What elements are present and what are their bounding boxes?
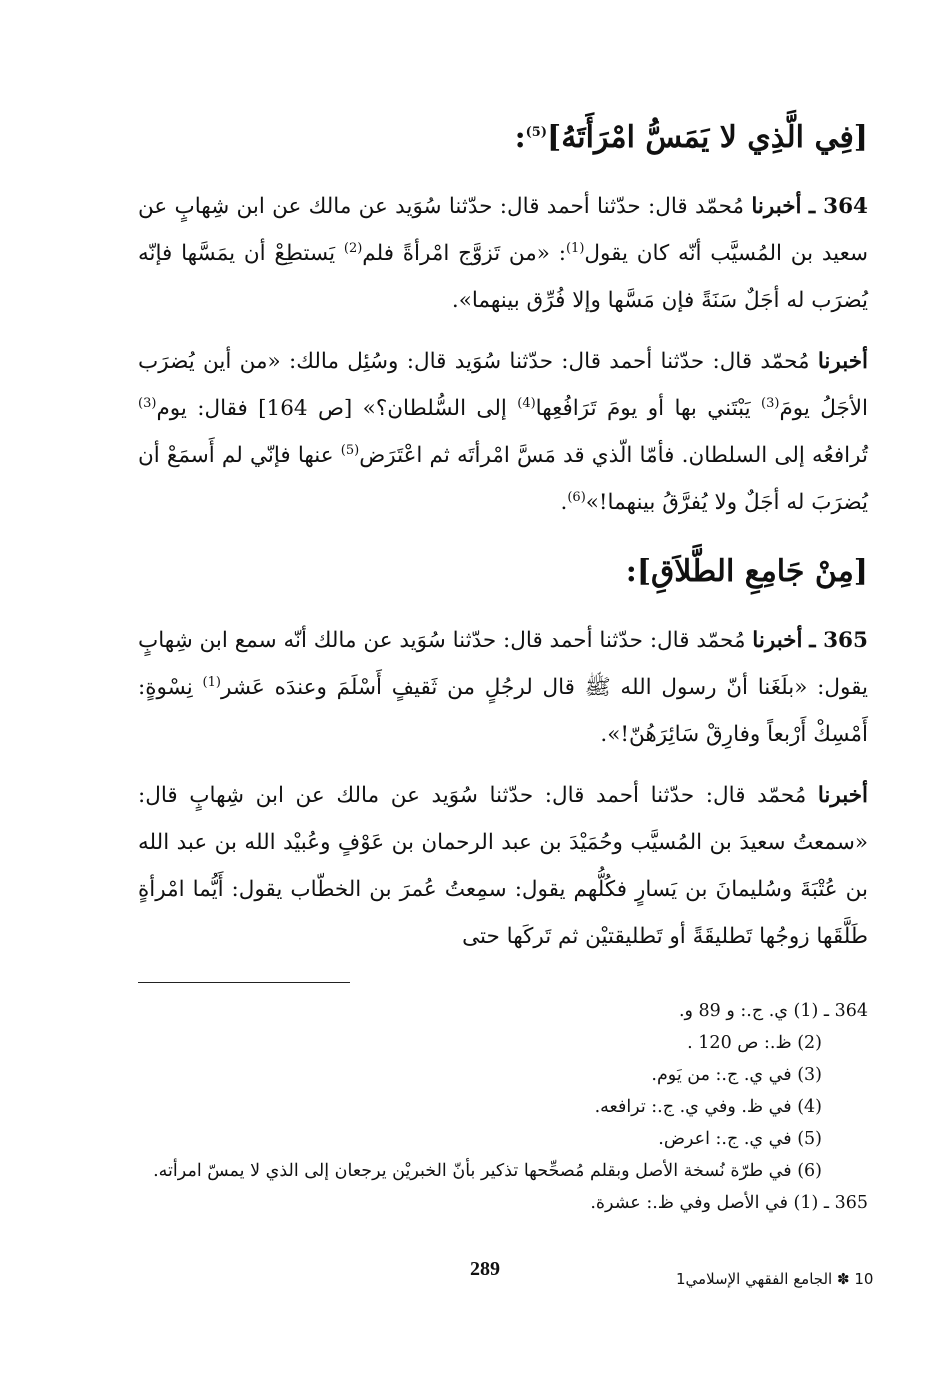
text-segment: يَستطِعْ أن يمَسَّها فإنّه يُضرَب له أجَلٌ سَنَةً فإن مَسَّها وإلا فُرِّق بينهما». <box>138 241 868 313</box>
paragraph-365 <box>138 617 868 758</box>
text-segment: : «من تَزوَّج امْرأةً فلم <box>362 241 566 266</box>
footnote-ref: (2) <box>343 240 363 256</box>
section-heading-2: [مِنْ جَامِعِ الطَّلاَقِ]: <box>625 554 868 589</box>
section-heading-1 <box>138 118 868 157</box>
lead-word: أخبرنا <box>817 349 868 374</box>
text-segment: مُحمّد قال: حدّثنا أحمد قال: حدّثنا سُوَيد قال: وسُئِل مالك: «من أين يُضرَب الأجَلُ يومَ <box>138 349 869 421</box>
lead-word: أخبرنا <box>751 194 802 219</box>
paragraph-364-b <box>138 338 868 526</box>
footnote-ref: (5) <box>525 125 547 140</box>
text-segment: يَبْتَني بها أو يومَ تَرَافُعِها <box>535 396 761 421</box>
print-signature: 10 ✽ الجامع الفقهي الإسلامي1 <box>676 1270 874 1288</box>
text-segment: نِسْوةٍ: أَمْسِكْ أَرْبعاً وفارِقْ سَائِرَهُنّ!». <box>138 675 868 747</box>
text-segment: مُحمّد قال: حدّثنا أحمد قال: حدّثنا سُوَيد عن مالك أنّه سمع ابن شِهابٍ يقول: «بلَغَنا أنّ رسول الله ﷺ قال لرجُلٍ من ثَقيفٍ أَسْلَمَ وعندَه عَشر <box>138 628 868 700</box>
hadith-number: 365 ـ <box>809 628 868 653</box>
footnote: 364 ـ (1) ي. ج.: و 89 و. <box>678 1001 868 1021</box>
footnote-ref: (1) <box>565 240 585 256</box>
heading-colon: : <box>514 120 526 155</box>
text-segment: إلى السُّلطان؟» [ص 164] فقال: يوم <box>156 396 518 421</box>
page-number: 289 <box>470 1258 500 1280</box>
text-segment: مُحمّد قال: حدّثنا أحمد قال: حدّثنا سُوَيد عن مالك عن ابن شِهابٍ قال: «سمعتُ سعيدَ بن المُسيَّب وحُمَيْدَ بن عبد الرحمان بن عَوْفٍ وعُبيْد الله بن عبد الله بن عُتْبَةَ وسُليمانَ بن يَسارٍ فكُلُّهم يقول: سمِعتُ عُمرَ بن الخطّاب يقول: أَيُّما امْرأةٍ طَلَّقَها زوجُها تَطليقَةً أو تَطليقتيْن ثم تَركَها حتى <box>138 783 868 949</box>
paragraph-365-b <box>138 772 868 960</box>
text-segment: . <box>560 490 568 515</box>
text-segment: عنها فإنّي لم أَسمَعْ أن يُضرَبَ له أجَلٌ ولا يُفرَّقُ بينهما!» <box>138 443 868 515</box>
footnote-ref: (5) <box>340 442 360 458</box>
footnote: (6) في طرّة نُسخة الأصل وبقلم مُصحِّحها تذكير بأنّ الخبريْن يرجعان إلى الذي لا يمسّ امرأته. <box>153 1161 822 1181</box>
footnote-ref: (6) <box>567 489 586 505</box>
footnote: (5) في ي. ج.: اعرض. <box>658 1129 822 1149</box>
footnote-ref: (1) <box>202 674 221 690</box>
lead-word: أخبرنا <box>752 628 803 653</box>
footnote-ref: (3) <box>761 395 780 411</box>
footnote: 365 ـ (1) في الأصل وفي ظ.: عشرة. <box>590 1193 868 1213</box>
page-body <box>138 118 868 1219</box>
footnote: (3) في ي. ج.: من يَوم. <box>651 1065 822 1085</box>
page-footer <box>0 1258 944 1308</box>
paragraph-364 <box>138 183 868 324</box>
footnote-ref: (3) <box>138 395 157 411</box>
text-segment: تُرافعُه إلى السلطان. فأمّا الّذي قد مَسَّ امْرأتَه ثم اعْتَرَض <box>359 443 868 468</box>
footnote-ref: (4) <box>517 395 536 411</box>
footnote: (4) في ظ. وفي ي. ج.: ترافعه. <box>594 1097 822 1117</box>
footnote: (2) ظ.: ص 120 . <box>687 1033 822 1053</box>
text-segment: مُحمّد قال: حدّثنا أحمد قال: حدّثنا سُوَيد عن مالك عن ابن شِهابٍ عن سعيد بن المُسيَّب أنّه كان يقول <box>138 194 868 266</box>
footnotes <box>138 995 868 1219</box>
heading-text: [فِي الَّذِي لا يَمَسُّ امْرَأَتَهُ] <box>547 120 868 155</box>
footnote-divider <box>138 982 350 983</box>
lead-word: أخبرنا <box>817 783 868 808</box>
hadith-number: 364 ـ <box>808 194 868 219</box>
